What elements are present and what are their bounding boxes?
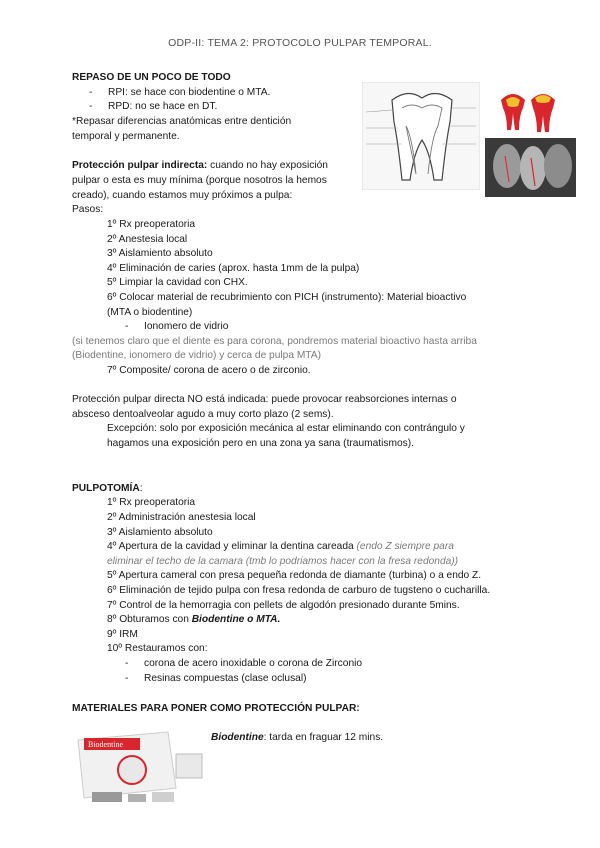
grey-note: (endo Z siempre para	[356, 541, 454, 552]
restore-item: Resinas compuestas (clase oclusal)	[144, 673, 307, 684]
step-text: 8º Obturamos con	[107, 614, 192, 625]
step: 5º Apertura cameral con presa pequeña redonda de diamante (turbina) o a endo Z.	[107, 570, 482, 581]
note-line: *Repasar diferencias anatómicas entre dentición	[72, 116, 292, 127]
directa-text: Protección pulpar directa NO está indicada: puede provocar reabsorciones internas o	[72, 394, 457, 405]
restore-item: corona de acero inoxidable o corona de Zirconio	[144, 658, 363, 669]
step: 1º Rx preoperatoria	[107, 497, 196, 508]
colon: :	[139, 483, 143, 494]
step: 6º Eliminación de tejido pulpa con fresa redonda de carburo de tugsteno o cucharilla.	[107, 585, 491, 596]
section-title-pulpotomia	[72, 482, 143, 497]
step: 3º Aislamiento absoluto	[107, 248, 213, 259]
bullet-dash: -	[89, 101, 93, 112]
step: 7º Composite/ corona de acero o de zirconio.	[107, 365, 311, 376]
step: 7º Control de la hemorragia con pellets de algodón presionado durante 5mins.	[107, 600, 460, 611]
step: 4º Eliminación de caries (aprox. hasta 1mm de la pulpa)	[107, 263, 360, 274]
step-emphasis: Biodentine o MTA.	[191, 614, 281, 625]
step: 2º Administración anestesia local	[107, 512, 256, 523]
page-header: ODP-II: TEMA 2: PROTOCOLO PULPAR TEMPORAL.	[168, 37, 432, 49]
step	[107, 613, 280, 628]
note-line: temporal y permanente.	[72, 131, 180, 142]
box-label: Biodentine	[88, 740, 124, 749]
step	[107, 540, 454, 555]
bullet-rpd: RPD: no se hace en DT.	[108, 101, 218, 112]
indirecta-title: Protección pulpar indirecta:	[72, 160, 208, 171]
step: 6º Colocar material de recubrimiento con PICH (instrumento): Material bioactivo	[107, 292, 467, 303]
section-title-materiales: MATERIALES PARA PONER COMO PROTECCIÓN PULPAR:	[72, 703, 360, 714]
pasos-label: Pasos:	[72, 204, 104, 215]
indirecta-text: cuando no hay exposición	[207, 160, 328, 171]
biodentine-line	[211, 731, 383, 746]
grey-note: eliminar el techo de la camara (tmb lo podriamos hacer con la fresa redonda))	[107, 556, 459, 567]
directa-text: hagamos una exposición pero en una zona ya sana (traumatismos).	[107, 438, 414, 449]
bullet-dash: -	[89, 87, 93, 98]
step: 5º Limpiar la cavidad con CHX.	[107, 277, 248, 288]
bullet-dash: -	[125, 673, 129, 684]
biodentine-label: Biodentine	[211, 732, 264, 743]
step-text: 4º Apertura de la cavidad y eliminar la dentina careada	[107, 541, 357, 552]
biodentine-product-image	[72, 728, 207, 811]
section-title-repaso: REPASO DE UN POCO DE TODO	[72, 72, 231, 83]
pulp-comparison-icon	[497, 86, 561, 136]
grey-note: (si tenemos claro que el diente es para corona, pondremos material bioactivo hasta arriba	[72, 336, 477, 347]
directa-text: absceso dentoalveolar agudo a muy corto plazo (2 sems).	[72, 409, 334, 420]
bullet-rpi: RPI: se hace con biodentine o MTA.	[108, 87, 271, 98]
xray-image	[485, 138, 576, 197]
tooth-anatomy-diagram	[362, 82, 480, 190]
indirecta-text: creado), cuando estamos muy próximos a pulpa:	[72, 190, 293, 201]
grey-note: (Biodentine, ionomero de vidrio) y cerca de pulpa MTA)	[72, 350, 321, 361]
step: (MTA o biodentine)	[107, 307, 193, 318]
step: 9º IRM	[107, 629, 138, 640]
step: 1º Rx preoperatoria	[107, 219, 196, 230]
bullet-dash: -	[125, 658, 129, 669]
pulpotomia-title: PULPOTOMÍA	[72, 483, 140, 494]
directa-text: Excepción: solo por exposición mecánica al estar eliminando con contrángulo y	[107, 423, 465, 434]
biodentine-text: : tarda en fraguar 12 mins.	[263, 732, 384, 743]
indirecta-text: pulpar o esta es muy mínima (porque nosotros la hemos	[72, 175, 327, 186]
bullet-dash: -	[125, 321, 129, 332]
indirecta-intro	[72, 159, 328, 174]
step: 2º Anestesia local	[107, 234, 188, 245]
step: 3º Aislamiento absoluto	[107, 527, 213, 538]
step: 10º Restauramos con:	[107, 643, 208, 654]
step-sub: Ionomero de vidrio	[144, 321, 229, 332]
